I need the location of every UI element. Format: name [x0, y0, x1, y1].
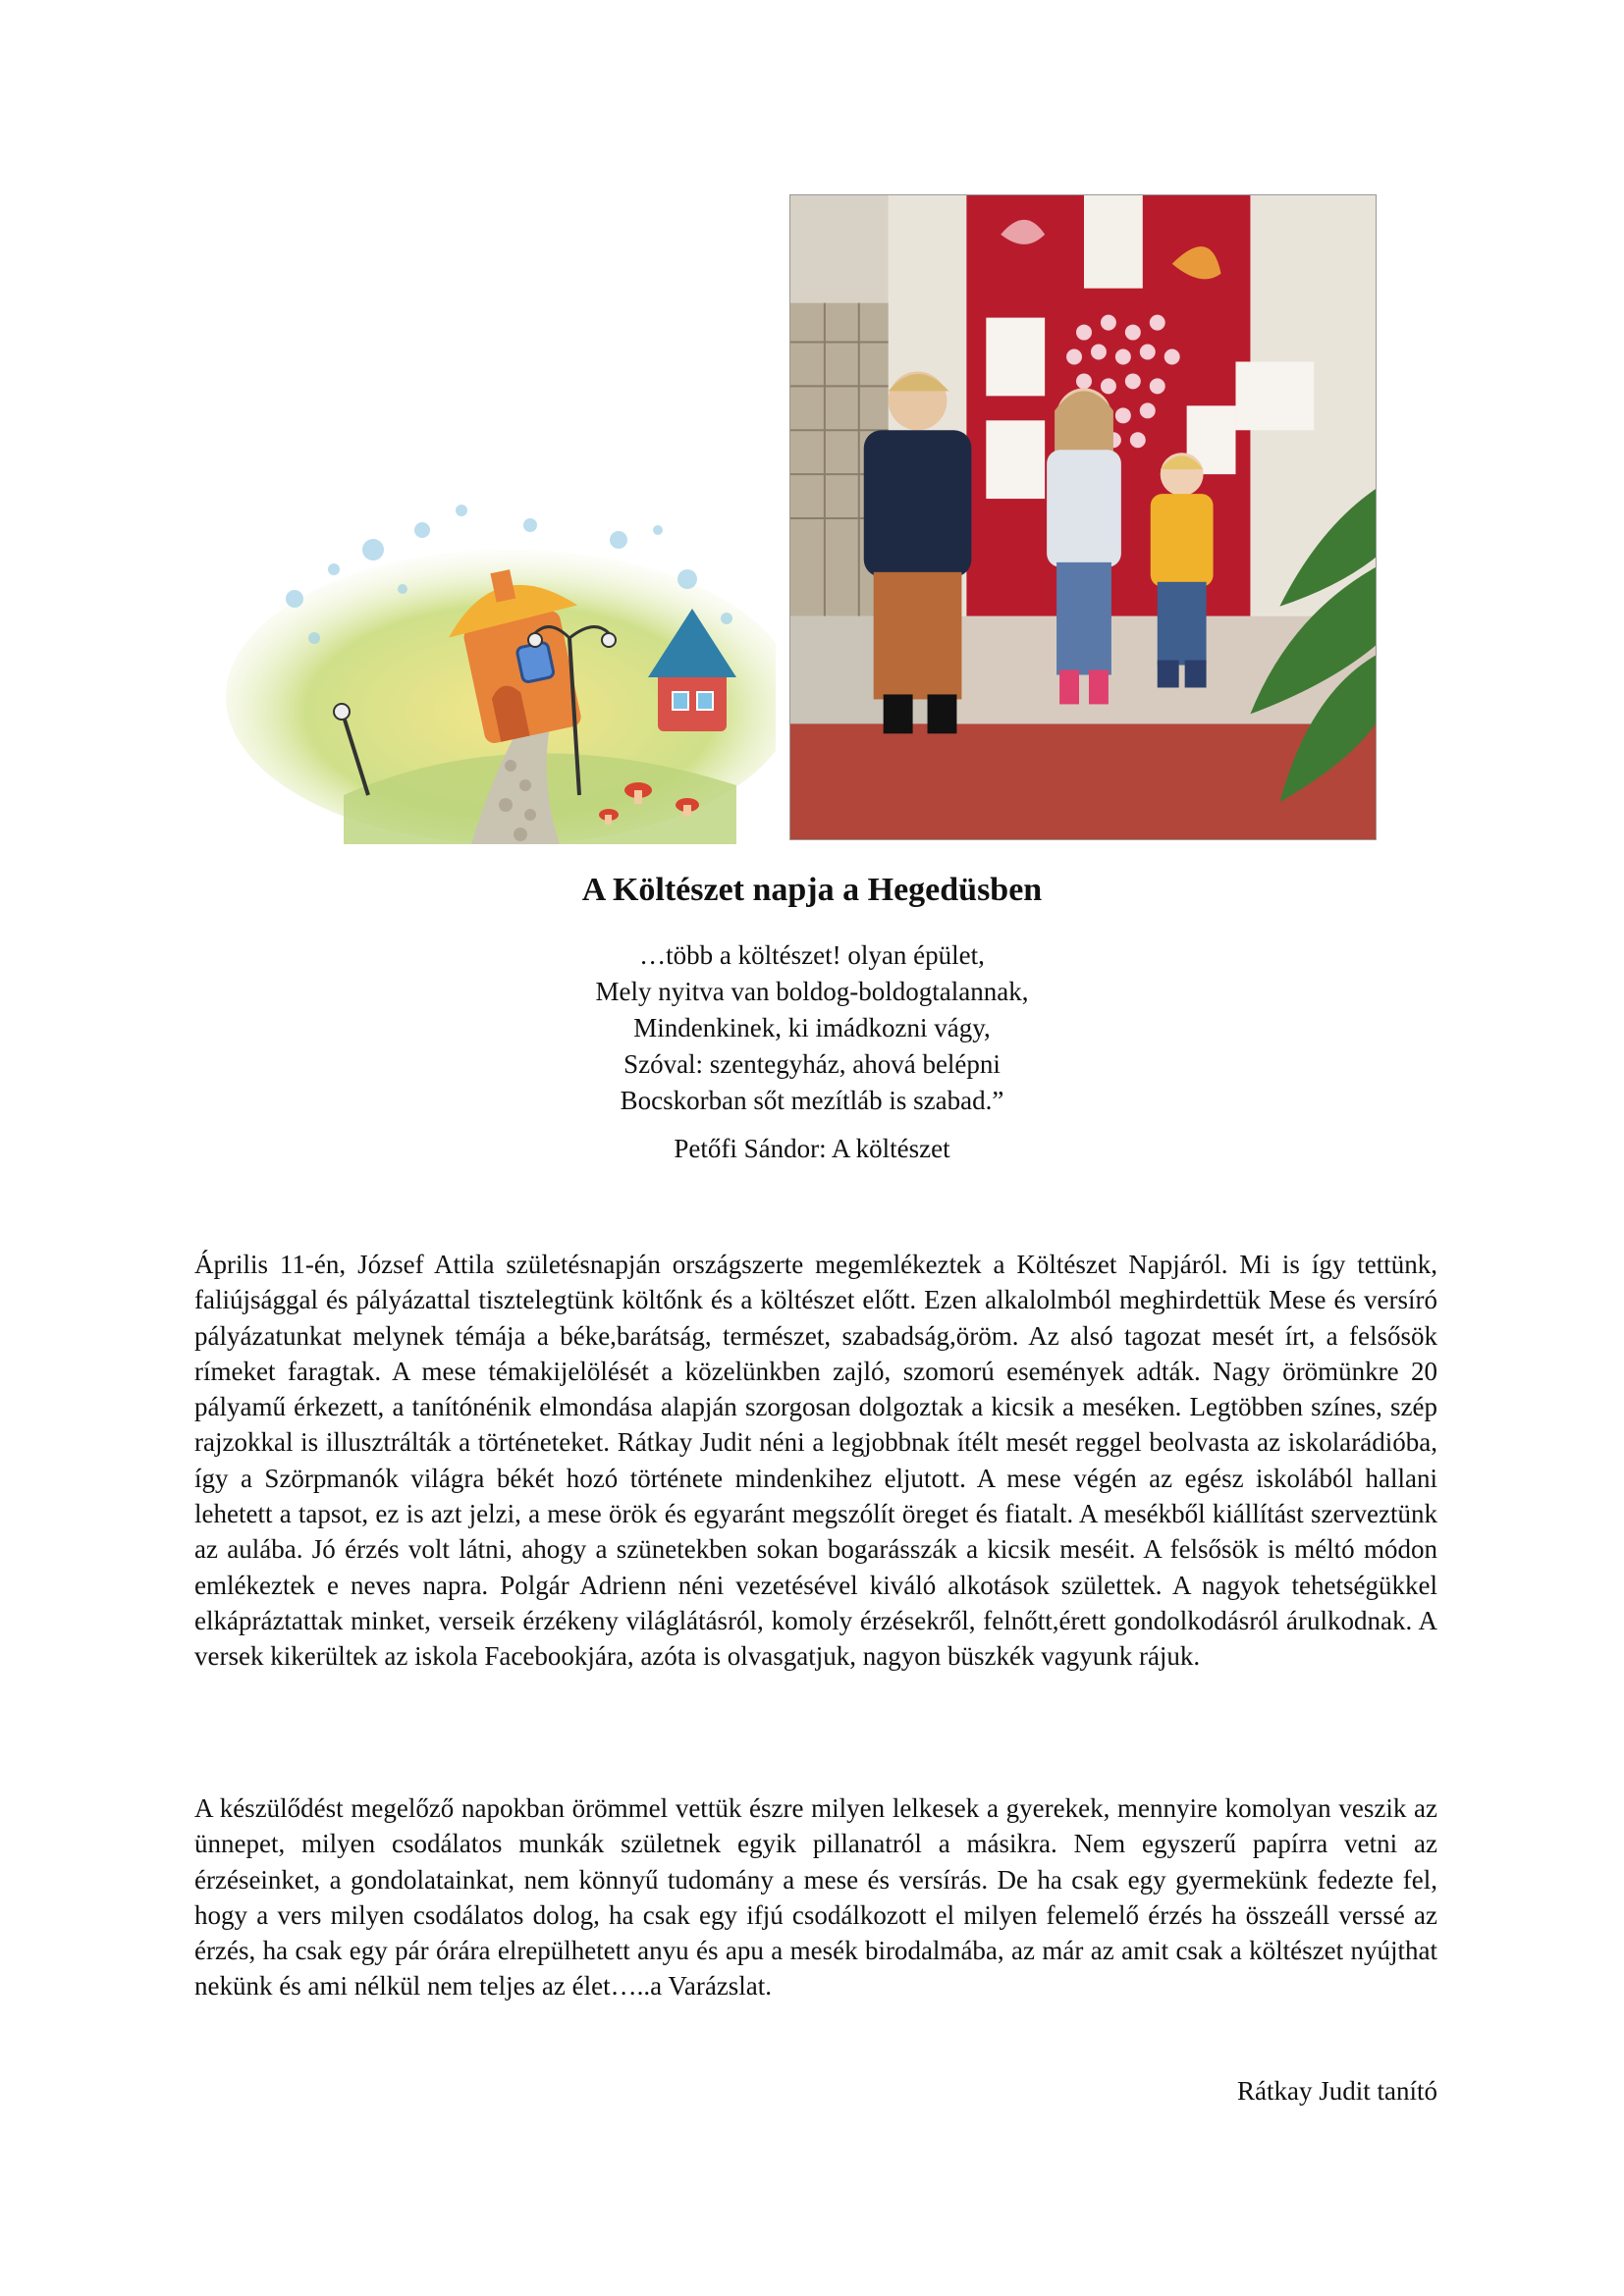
article-title: A Költészet napja a Hegedüsben [581, 872, 1043, 908]
poem-line: …több a költészet! olyan épület, [639, 940, 985, 970]
poem-attribution: Petőfi Sándor: A költészet [674, 1134, 950, 1163]
poem-quote [0, 937, 1624, 1119]
author-signature: Rátkay Judit tanító [1237, 2076, 1437, 2106]
poem-line: Mindenkinek, ki imádkozni vágy, [633, 1013, 991, 1042]
body-paragraph: Április 11-én, József Attila születésnapján országszerte megemlékeztek a Költészet Napjáról. Mi is így tettünk, faliújsággal és pályázattal tisztelegtünk költőnk és a költészet előtt. Ezen alkalolmból meghirdettük Mese és versíró pályázatunkat melynek témája a béke,barátság, természet, szabadság,öröm. Az alsó tagozat mesét írt, a felsősök rímeket faragtak. A mese témakijelölését a közelünkben zajló, szomorú események adták. Nagy örömünkre 20 pályamű érkezett, a tanítónénik elmondása alapján szorgosan dolgoztak a kicsik a meséken. Legtöbben színes, szép rajzokkal is illusztrálták a történeteket. Rátkay Judit néni a legjobbnak ítélt mesét reggel beolvasta az iskolarádióba, így a Szörpmanók világra békét hozó története mindenkihez eljutott. A mese végén az egész iskolából hallani lehetett a tapsot, ez is azt jelzi, a mese örök és egyaránt megszólít öreget és fiatalt. A mesékből kiállítást szerveztünk az aulába. Jó érzés volt látni, ahogy a szünetekben sokan bogarásszák a kicsik meséit. A felsősök is méltó módon emlékeztek e neves napra. Polgár Adrienn néni vezetésével kiváló alkotások születtek. A nagyok tehetségükkel elkápráztattak minket, verseik érzékeny világlátásról, komoly érzésekről, felnőtt,érett gondolkodásról árulkodnak. A versek kikerültek az iskola Facebookjára, azóta is olvasgatjuk, nagyon büszkék vagyunk rájuk. [194, 1250, 1437, 1672]
poem-line: Szóval: szentegyház, ahová belépni [623, 1049, 1001, 1079]
poem-line: Mely nyitva van boldog-boldogtalannak, [595, 977, 1029, 1006]
body-paragraph: A készülődést megelőző napokban örömmel vettük észre milyen lelkesek a gyerekek, mennyire komolyan veszik az ünnepet, milyen csodálatos munkák születnek egyik pillanatról a másikra. Nem egyszerű papírra vetni az érzéseinket, a gondolatainkat, nem könnyű tudomány a mese és versírás. De ha csak egy gyermekünk fedezte fel, hogy a vers milyen csodálatos dolog, ha csak egy ifjú csodálkozott el milyen felemelő érzés ha összeáll verssé az érzés, ha csak egy pár órára elrepülhetett anyu és apu a mesék birodalmába, az már az amit csak a költészet nyújthat nekünk és ami nélkül nem teljes az élet…..a Varázslat. [194, 1793, 1437, 2002]
fairytale-illustration [226, 471, 776, 844]
poem-line: Bocskorban sőt mezítláb is szabad.” [620, 1086, 1004, 1115]
school-children-photo [789, 194, 1377, 840]
